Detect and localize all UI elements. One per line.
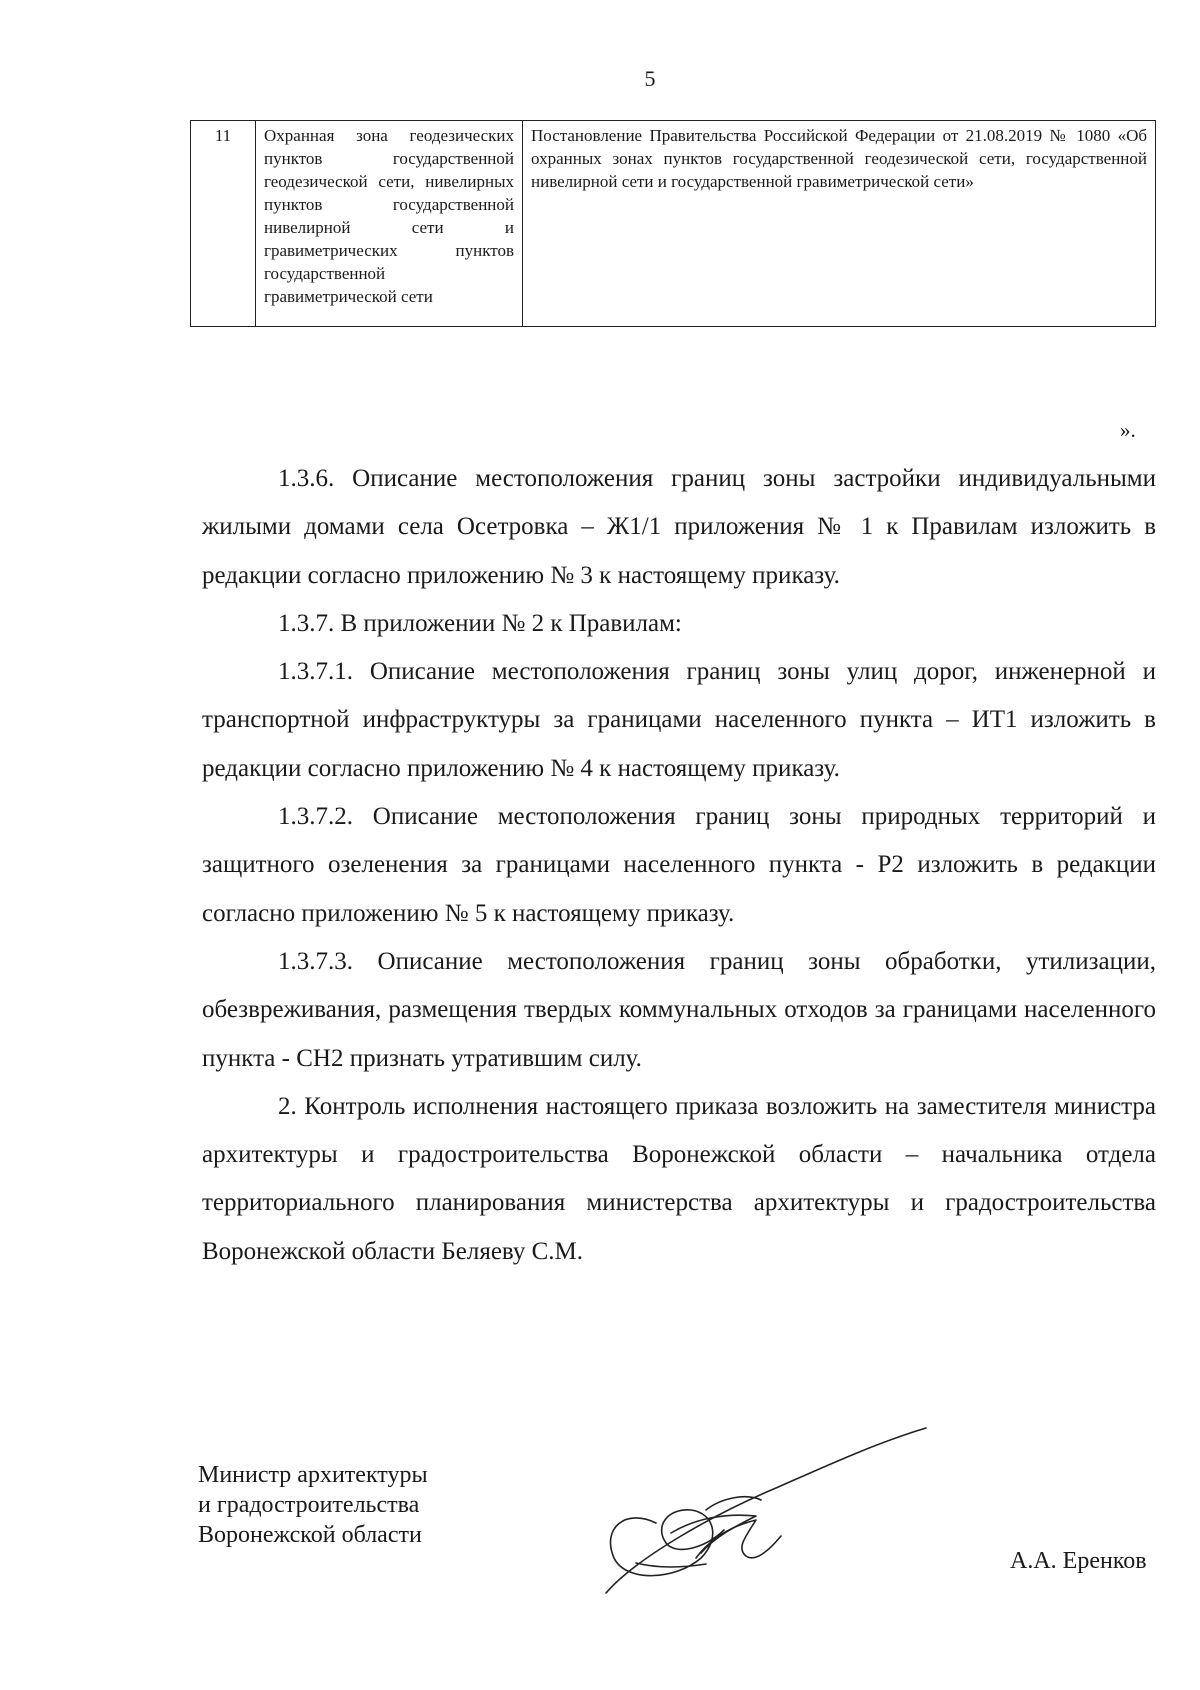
legal-basis: Постановление Правительства Российской Федерации от 21.08.2019 № 1080 «Об охранных зонах пунктов государственной геодезической сети, государственной нивелирной сети и государственной гравиметрической сети» [523,121,1156,327]
zone-name: Охранная зона геодезических пунктов государственной геодезической сети, нивелирных пунктов государственной нивелирной сети и гравиметрических пунктов государственной гравиметрической сети [256,121,523,327]
signatory-name: А.А. Еренков [1010,1548,1147,1574]
closing-quote: ». [1120,418,1136,442]
table-row [191,121,1156,327]
row-number: 11 [191,121,256,327]
order-body [202,455,1156,1276]
position-line: Воронежской области [198,1522,422,1548]
position-line: и градостроительства [198,1492,420,1518]
paragraph-1-3-7-2: 1.3.7.2. Описание местоположения границ зоны природных территорий и защитного озеленения за границами населенного пункта - Р2 изложить в редакции согласно приложению № 5 к настоящему приказу. [202,803,1156,927]
paragraph-1-3-7-3: 1.3.7.3. Описание местоположения границ зоны обработки, утилизации, обезвреживания, размещения твердых коммунальных отходов за границами населенного пункта - СН2 признать утратившим силу. [202,947,1156,1072]
signatory-position [198,1460,428,1550]
paragraph-1-3-6: 1.3.6. Описание местоположения границ зоны застройки индивидуальными жилыми домами села Осетровка – Ж1/1 приложения № 1 к Правилам изложить в редакции согласно приложению № 3 к настоящему приказу. [202,465,1156,589]
handwritten-signature [596,1418,936,1613]
page-number: 5 [644,66,656,91]
paragraph-1-3-7: 1.3.7. В приложении № 2 к Правилам: [278,609,682,637]
paragraph-2: 2. Контроль исполнения настоящего приказа возложить на заместителя министра архитектуры и градостроительства Воронежской области – начальника отдела территориального планирования министерства архитектуры и градостроительства Воронежской области Беляеву С.М. [202,1092,1156,1265]
position-line: Министр архитектуры [198,1462,428,1488]
paragraph-1-3-7-1: 1.3.7.1. Описание местоположения границ зоны улиц дорог, инженерной и транспортной инфраструктуры за границами населенного пункта – ИТ1 изложить в редакции согласно приложению № 4 к настоящему приказу. [202,658,1156,782]
zones-table [190,120,1156,327]
